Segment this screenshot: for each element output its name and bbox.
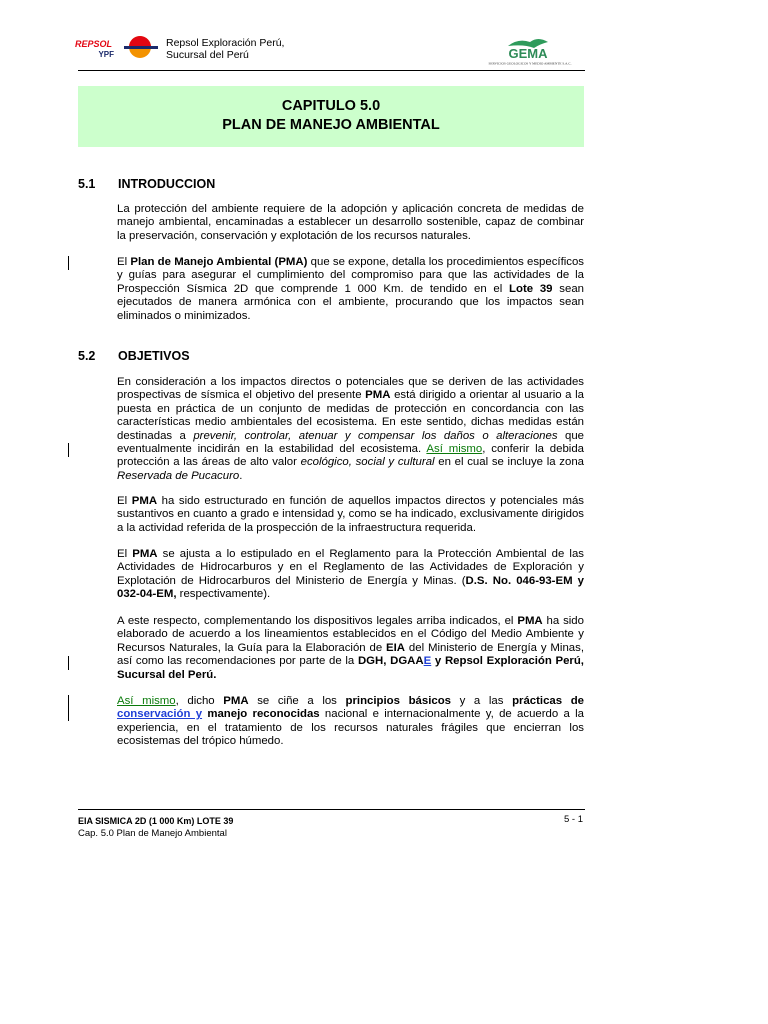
term-pma: PMA <box>131 495 158 507</box>
footer-chapter-title: Cap. 5.0 Plan de Manejo Ambiental <box>78 828 227 839</box>
tracked-change-text: conservación y <box>117 708 203 721</box>
company-name-line1: Repsol Exploración Perú, <box>166 37 285 49</box>
term-pma: PMA <box>132 548 158 560</box>
tracked-change-text: Así mismo <box>117 695 176 707</box>
logo-subtext: SERVICIOS GEOLOGICOS Y MEDIO AMBIENTE S.A.C. <box>488 61 572 66</box>
term-principios-basicos: principios básicos <box>345 695 451 707</box>
text-run: se ciñe a los <box>248 695 346 707</box>
decree-reference: D.S. No. 046-93-EM y 032-04-EM, <box>117 574 584 601</box>
term-practicas: prácticas de <box>512 695 584 707</box>
gema-logo <box>478 36 582 66</box>
intro-paragraph-1 <box>117 203 584 243</box>
text-run: que se expone, detalla los procedimientos específicos y guías para asegurar el cumplimiento del compromiso para que las actividades de la Prospección Sísmica 2D que comprende 1 000 Km. de tendido en el <box>117 256 584 295</box>
italic-text: ecológico, social y cultural <box>300 456 435 469</box>
revision-bar <box>68 695 69 721</box>
section-number-5-2: 5.2 <box>78 349 96 363</box>
chapter-title: PLAN DE MANEJO AMBIENTAL <box>222 117 440 133</box>
text-run: nacional e internacionalmente y, de acuerdo a la experiencia, en el tratamiento de los recursos naturales frágiles que encierran los ecosistemas del trópico húmedo. <box>117 708 584 748</box>
chapter-number: CAPITULO 5.0 <box>281 98 381 114</box>
footer-divider <box>78 809 585 810</box>
tracked-change-text: Así mismo <box>426 443 483 456</box>
company-name-line2: Sucursal del Perú <box>166 49 249 61</box>
tracked-change-text: E <box>423 655 432 668</box>
text-run: , dicho <box>175 695 224 707</box>
text-run: sean ejecutados de manera armónica con el ambiente, procurando que los impactos sean eliminados o minimizados. <box>117 282 584 322</box>
text-run: está dirigido a orientar al usuario a la puesta en práctica de un conjunto de medidas de protección en concordancia con las características medio ambientales del ecosistema. En este sentido, dichas medidas están destinadas a <box>117 389 584 442</box>
text-run: A este respecto, complementando los dispositivos legales arriba indicados, el <box>117 615 518 627</box>
text-run: y <box>431 655 445 668</box>
term-pma: PMA <box>365 389 391 402</box>
page-number: 5 - 1 <box>564 814 584 825</box>
objetivos-paragraph-2 <box>117 495 584 535</box>
repsol-ypf-logo <box>74 34 158 64</box>
italic-text: Reservada de Pucacuro <box>117 469 240 482</box>
revision-bar <box>68 256 69 270</box>
text-run: respectivamente). <box>176 588 271 601</box>
term-pma: PMA <box>223 695 249 707</box>
term-eia: EIA <box>386 641 406 654</box>
text-run: que eventualmente incidirán en la estabilidad del ecosistema. <box>117 429 585 456</box>
text-run: El <box>117 495 132 507</box>
italic-text: prevenir, controlar, atenuar y compensar los daños o alteraciones <box>193 429 558 442</box>
intro-paragraph-2 <box>117 256 584 323</box>
logo-text-repsol: REPSOL <box>74 39 112 49</box>
company-name <box>166 37 284 61</box>
revision-bar <box>68 656 69 670</box>
section-title-objetivos: OBJETIVOS <box>118 349 190 363</box>
term-pma: PMA <box>517 615 543 627</box>
text-run: del Ministerio de Energía y Minas, así como las recomendaciones por parte de la <box>117 641 584 668</box>
text-run: ha sido estructurado en función de aquellos impactos directos y potenciales más sustantivos en cuanto a grado e intensidad y, como se ha indicado, exclusivamente dirigidos a la actividad referida de la prospección de la infraestructura requerida. <box>117 495 584 534</box>
objetivos-paragraph-3 <box>117 548 584 602</box>
text-run: , conferir la debida protección a las áreas de alto valor <box>117 443 584 469</box>
objetivos-paragraph-1 <box>117 376 584 483</box>
chapter-title-box <box>78 86 584 147</box>
term-lote-39: Lote 39 <box>509 282 553 295</box>
section-number-5-1: 5.1 <box>78 177 96 191</box>
objetivos-paragraph-4 <box>117 615 584 682</box>
objetivos-paragraph-5 <box>117 695 584 749</box>
text-run: El <box>117 256 131 268</box>
text-run: en el cual se incluye la zona <box>434 456 584 469</box>
term-pma: Plan de Manejo Ambiental (PMA) <box>130 256 308 268</box>
revision-bar <box>68 443 69 457</box>
text-run: y a las <box>450 695 513 707</box>
text-run: . <box>239 469 243 482</box>
term-repsol: Repsol Exploración Perú, Sucursal del Perú. <box>117 655 584 681</box>
text-run: se ajusta a lo estipulado en el Reglamento para la Protección Ambiental de las Actividades de Hidrocarburos y en el Reglamento de las Actividades de Exploración y Explotación de Hidrocarburos del Ministerio de Energía y Minas. ( <box>117 548 584 587</box>
text-run: En consideración a los impactos directos o potenciales que se deriven de las actividades prospectivas de sísmica el objetivo del presente <box>117 376 584 402</box>
text-run: ha sido elaborado de acuerdo a los lineamientos establecidos en el Código del Medio Ambiente y Recursos Naturales, la Guía para la Elaboración de <box>117 615 584 654</box>
term-dgh-dgaa: DGH, DGAA <box>357 655 424 668</box>
intro-paragraph-1-text: La protección del ambiente requiere de la adopción y aplicación concreta de medidas de manejo ambiental, encaminadas a establecer un desarrollo sostenible, capaz de combinar la preservación, conservación y explotación de los recursos naturales. <box>117 203 584 242</box>
footer-study-title: EIA SISMICA 2D (1 000 Km) LOTE 39 <box>78 816 234 826</box>
term-manejo: manejo reconocidas <box>202 708 320 721</box>
logo-text-ypf: YPF <box>98 50 114 59</box>
header-divider <box>78 70 585 71</box>
text-run: El <box>117 548 133 560</box>
logo-text-gema: GEMA <box>508 46 548 61</box>
section-title-introduccion: INTRODUCCION <box>118 177 216 191</box>
